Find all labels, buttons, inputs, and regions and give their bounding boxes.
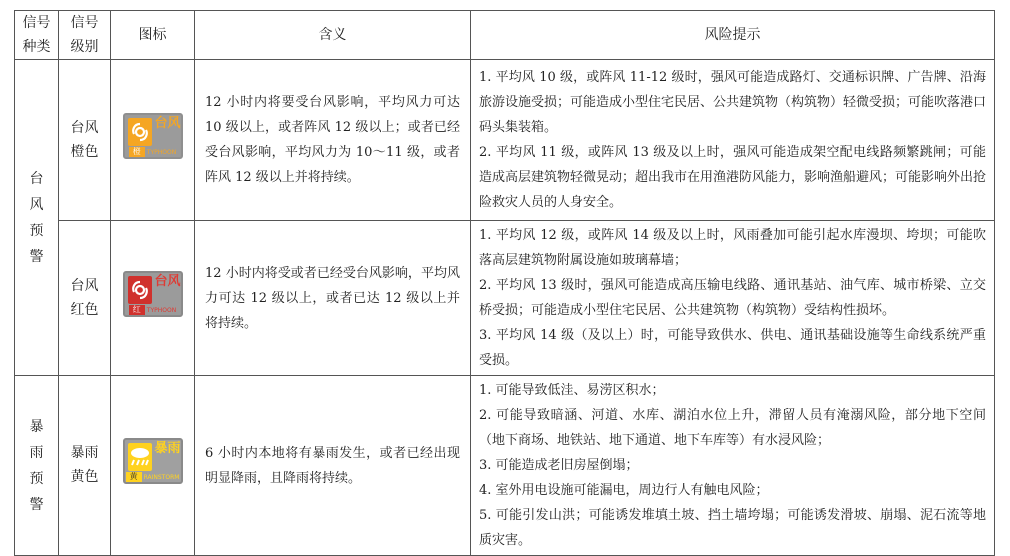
typhoon-orange-icon: 台风 橙 TYPHOON [123,113,183,159]
icon-cell [111,376,195,556]
header-icon: 图标 [111,11,195,60]
typhoon-red-icon: 台风 红 TYPHOON [123,271,183,317]
rainstorm-yellow-icon: 暴雨 黄 RAINSTORM [123,438,183,484]
typhoon-symbol-icon [128,276,152,304]
meaning-text: 12 小时内将受或者已经受台风影响，平均风力可达 12 级以上，或者已达 12 级以上并将持续。 [195,221,471,376]
risk-item: 1. 平均风 12 级，或阵风 14 级及以上时，风雨叠加可能引起水库漫坝、垮坝；可能吹落高层建筑物附属设施如玻璃幕墙； [479,228,986,268]
warning-signal-table [14,10,995,556]
header-signal-level: 信号级别 [59,11,111,60]
signal-level: 台风红色 [59,221,111,376]
risk-text [471,376,995,556]
rain-cloud-icon [128,443,152,471]
typhoon-symbol-icon [128,118,152,146]
category-typhoon: 台风预警 [15,60,59,376]
risk-item: 1. 平均风 10 级，或阵风 11-12 级时，强风可能造成路灯、交通标识牌、广告牌、沿海旅游设施受损；可能造成小型住宅民居、公共建筑物（构筑物）轻微受损；可能吹落港口码头集装箱。 [479,70,987,135]
table-row [15,221,995,376]
category-rainstorm: 暴雨预警 [15,376,59,556]
table-row [15,60,995,221]
risk-item: 5. 可能引发山洪；可能诱发堆填土坡、挡土墙垮塌；可能诱发滑坡、崩塌、泥石流等地质灾害。 [479,508,986,548]
risk-text [471,60,995,221]
icon-cell [111,60,195,221]
table-row [15,376,995,556]
risk-item: 3. 平均风 14 级（及以上）时，可能导致供水、供电、通讯基础设施等生命线系统严重受损。 [479,328,986,368]
signal-level: 台风橙色 [59,60,111,221]
risk-item: 2. 可能导致暗涵、河道、水库、湖泊水位上升，滞留人员有淹溺风险，部分地下空间（地下商场、地铁站、地下通道、地下车库等）有水浸风险； [479,408,986,448]
header-signal-type: 信号种类 [15,11,59,60]
icon-cell [111,221,195,376]
table-header-row [15,11,995,60]
risk-item: 1. 可能导致低洼、易涝区积水； [479,383,665,398]
risk-item: 2. 平均风 11 级，或阵风 13 级及以上时，强风可能造成架空配电线路频繁跳闸；可能造成高层建筑物轻微晃动；超出我市在用渔港防风能力，影响渔船避风；可能影响外出抢险救灾人员的人身安全。 [479,145,987,210]
signal-level: 暴雨黄色 [59,376,111,556]
risk-item: 4. 室外用电设施可能漏电，周边行人有触电风险； [479,483,769,498]
meaning-text: 12 小时内将要受台风影响，平均风力可达 10 级以上，或者阵风 12 级以上；或者已经受台风影响，平均风力为 10～11 级，或者阵风 12 级以上并将持续。 [195,60,471,221]
risk-item: 2. 平均风 13 级时，强风可能造成高压输电线路、通讯基站、油气库、城市桥梁、立交桥受损；可能造成小型住宅民居、公共建筑物（构筑物）受结构性损坏。 [479,278,986,318]
header-meaning: 含义 [195,11,471,60]
meaning-text: 6 小时内本地将有暴雨发生，或者已经出现明显降雨，且降雨将持续。 [195,376,471,556]
header-risk: 风险提示 [471,11,995,60]
risk-item: 3. 可能造成老旧房屋倒塌； [479,458,639,473]
risk-text [471,221,995,376]
